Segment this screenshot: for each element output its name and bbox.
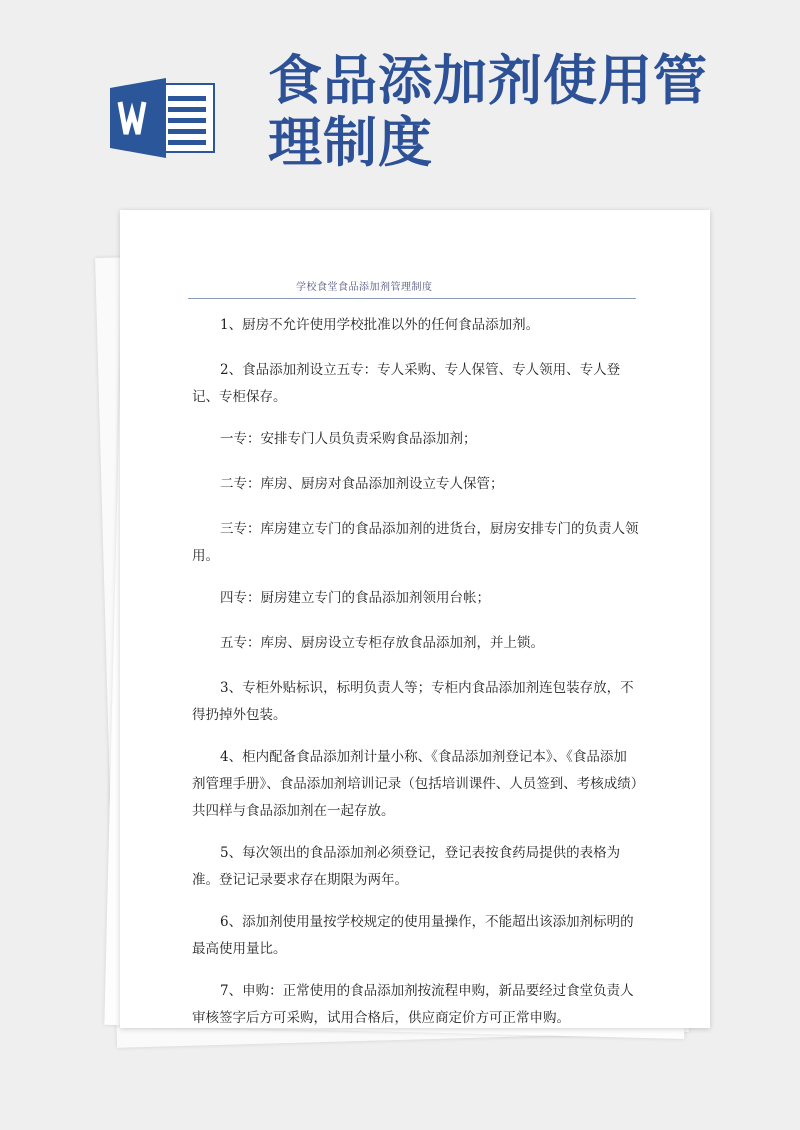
page-header — [0, 0, 800, 210]
paragraph: 7、申购：正常使用的食品添加剂按流程申购，新品要经过食堂负责人审核签字后方可采购，试用合格后，供应商定价方可正常申购。 — [192, 983, 634, 1026]
paragraph: 3、专柜外贴标识，标明负责人等；专柜内食品添加剂连包装存放，不得扔掉外包装。 — [192, 680, 634, 723]
paragraph: 二专：库房、厨房对食品添加剂设立专人保管； — [220, 476, 504, 492]
page-title: 食品添加剂使用管理制度 — [268, 49, 708, 174]
header-divider — [188, 298, 636, 299]
paragraph: 1、厨房不允许使用学校批准以外的任何食品添加剂。 — [220, 317, 540, 333]
paragraph: 5、每次领出的食品添加剂必须登记，登记表按食药局提供的表格为准。登记记录要求存在期限为两年。 — [192, 845, 621, 888]
paragraph: 三专：库房建立专门的食品添加剂的进货台，厨房安排专门的负责人领用。 — [192, 521, 639, 564]
word-document-icon — [110, 78, 216, 158]
paragraph: 6、添加剂使用量按学校规定的使用量操作，不能超出该添加剂标明的最高使用量比。 — [192, 914, 634, 957]
document-running-header: 学校食堂食品添加剂管理制度 — [296, 282, 433, 293]
paragraph: 4、柜内配备食品添加剂计量小称、《食品添加剂登记本》、《食品添加剂管理手册》、食品添加剂培训记录（包括培训课件、人员签到、考核成绩）共四样与食品添加剂在一起存放。 — [192, 749, 638, 819]
paragraph: 五专：库房、厨房设立专柜存放食品添加剂，并上锁。 — [220, 635, 544, 651]
document-body — [192, 312, 640, 1047]
paragraph: 一专：安排专门人员负责采购食品添加剂； — [220, 431, 477, 447]
paragraph: 四专：厨房建立专门的食品添加剂领用台帐； — [220, 590, 490, 606]
paragraph: 2、食品添加剂设立五专：专人采购、专人保管、专人领用、专人登记、专柜保存。 — [192, 362, 621, 405]
